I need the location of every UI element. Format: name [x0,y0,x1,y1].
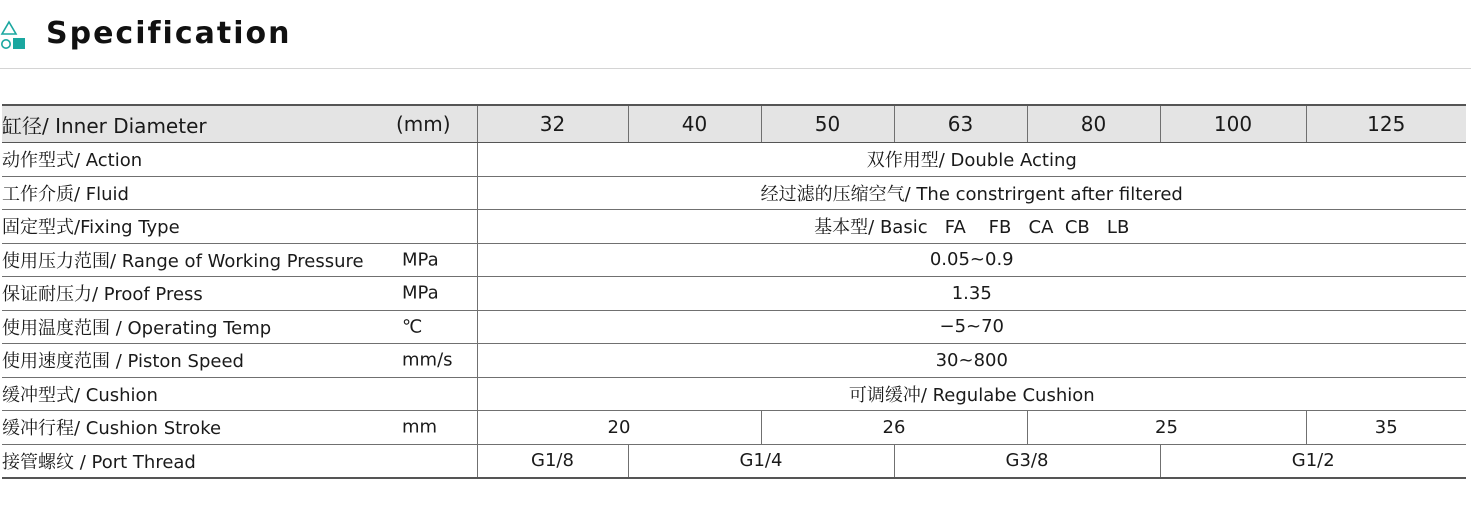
bore-100: 100 [1160,105,1306,143]
row-unit: mm/s [402,349,453,371]
row-label-text: 接管螺纹 / Port Thread [2,451,196,473]
table-row-working-pressure [2,243,1466,277]
table-row-operating-temp [2,310,1466,344]
specification-table [2,104,1466,479]
cushion-stroke-80-100: 25 [1027,411,1306,445]
row-value: 0.05~0.9 [477,243,1466,277]
table-row-action [2,143,1466,177]
table-row-fixing-type [2,210,1466,244]
row-label-text: 固定型式/Fixing Type [2,217,180,239]
port-thread-100-125: G1/2 [1160,444,1466,478]
row-label-text: 工作介质/ Fluid [2,183,129,205]
row-label [2,243,477,277]
row-label [2,105,477,143]
row-value: −5~70 [477,310,1466,344]
port-thread-32: G1/8 [477,444,628,478]
bore-40: 40 [628,105,761,143]
table-header-row [2,105,1466,143]
shapes-icon [0,20,28,50]
cushion-stroke-125: 35 [1306,411,1466,445]
row-label [2,310,477,344]
section-header [0,0,1471,70]
cushion-stroke-32-40: 20 [477,411,761,445]
row-label [2,344,477,378]
bore-50: 50 [761,105,894,143]
row-label [2,176,477,210]
cushion-stroke-50-63: 26 [761,411,1027,445]
table-row-port-thread [2,444,1466,478]
row-value: 双作用型/ Double Acting [477,143,1466,177]
row-value: 1.35 [477,277,1466,311]
row-label-text: 缓冲型式/ Cushion [2,384,158,406]
table-row-cushion-stroke [2,411,1466,445]
bore-63: 63 [894,105,1027,143]
row-unit: mm [402,416,438,438]
page-title: Specification [46,16,292,51]
row-label [2,444,477,478]
port-thread-63-80: G3/8 [894,444,1160,478]
row-label [2,277,477,311]
row-label [2,210,477,244]
row-label [2,143,477,177]
row-label [2,377,477,411]
row-label-text: 使用压力范围/ Range of Working Pressure [2,250,364,272]
bore-125: 125 [1306,105,1466,143]
table-row-fluid [2,176,1466,210]
row-value: 可调缓冲/ Regulabe Cushion [477,377,1466,411]
row-label-text: 使用温度范围 / Operating Temp [2,317,272,339]
row-value: 基本型/ Basic FA FB CA CB LB [477,210,1466,244]
row-unit: ℃ [402,316,423,338]
row-label [2,411,477,445]
row-value: 经过滤的压缩空气/ The constrirgent after filtered [477,176,1466,210]
row-label-text: 使用速度范围 / Piston Speed [2,351,244,373]
row-label-text: 缸径/ Inner Diameter [2,113,207,138]
row-unit: MPa [402,282,439,304]
table-row-piston-speed [2,344,1466,378]
header-divider [0,68,1471,69]
row-label-text: 动作型式/ Action [2,150,143,172]
row-label-text: 缓冲行程/ Cushion Stroke [2,418,222,440]
bore-32: 32 [477,105,628,143]
port-thread-40-50: G1/4 [628,444,894,478]
table-row-proof-press [2,277,1466,311]
table-row-cushion [2,377,1466,411]
bore-80: 80 [1027,105,1160,143]
row-label-text: 保证耐压力/ Proof Press [2,284,203,306]
row-unit: MPa [402,249,439,271]
row-value: 30~800 [477,344,1466,378]
row-unit: (mm) [396,112,451,136]
